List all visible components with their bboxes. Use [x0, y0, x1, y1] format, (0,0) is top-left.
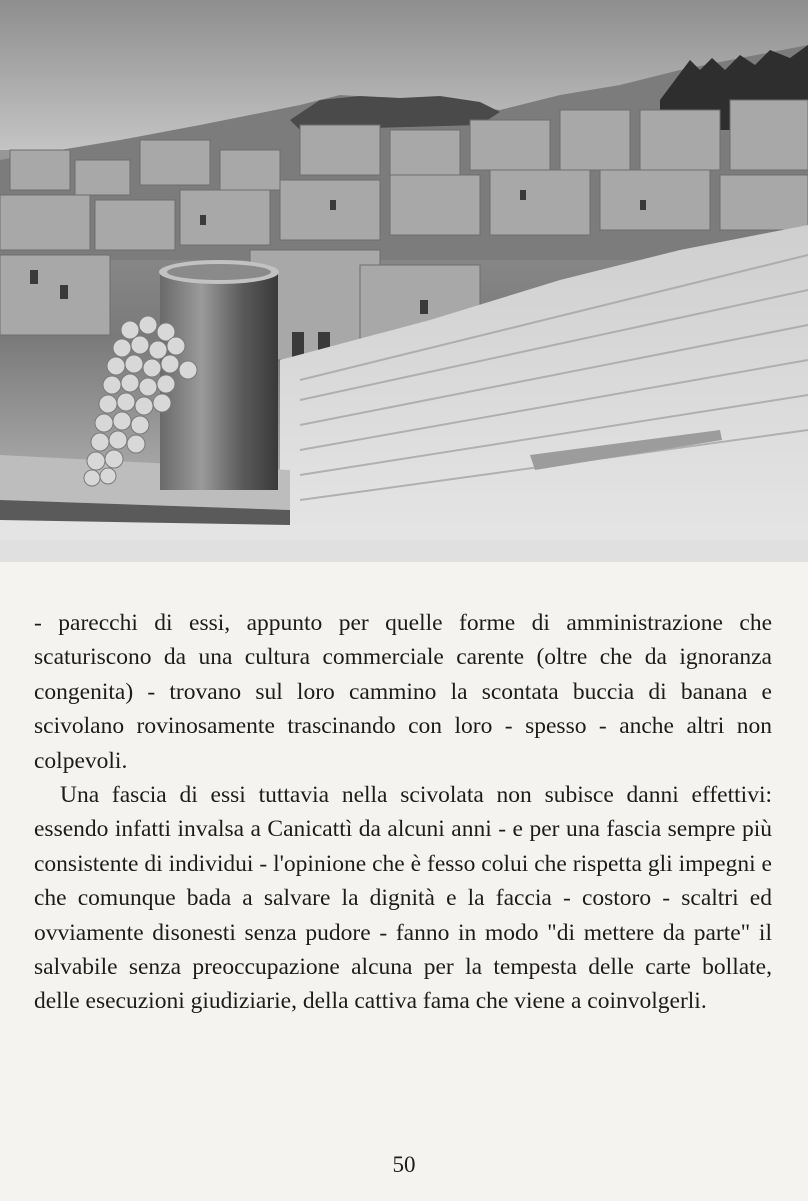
- paragraph-1: - parecchi di essi, appunto per quelle forme di amministrazione che scaturiscono da una cultura commerciale carente (oltre che da ignoranza congenita) - trovano sul loro cammino la scontata buccia di banana e scivolano rovinosamente trascinando con loro - spesso - anche altri non colpevoli.: [34, 610, 772, 774]
- body-text: [34, 606, 772, 1019]
- page-number: 50: [392, 1152, 416, 1177]
- town-rooftop-photo-icon: [0, 0, 808, 562]
- town-rooftop-photo: [0, 0, 808, 562]
- paragraph-2: Una fascia di essi tuttavia nella scivolata non subisce danni effettivi: essendo infatti invalsa a Canicattì da alcuni anni - e per una fascia sempre più consistente di individui - l'opinione che è fesso colui che rispetta gli impegni e che comunque bada a salvare la dignità e la faccia - costoro - scaltri ed ovviamente disonesti senza pudore - fanno in modo "di mettere da parte" il salvabile senza preoccupazione alcuna per la tempesta delle carte bollate, delle esecuzioni giudiziarie, della cattiva fama che viene a coinvolgerli.: [34, 782, 772, 1015]
